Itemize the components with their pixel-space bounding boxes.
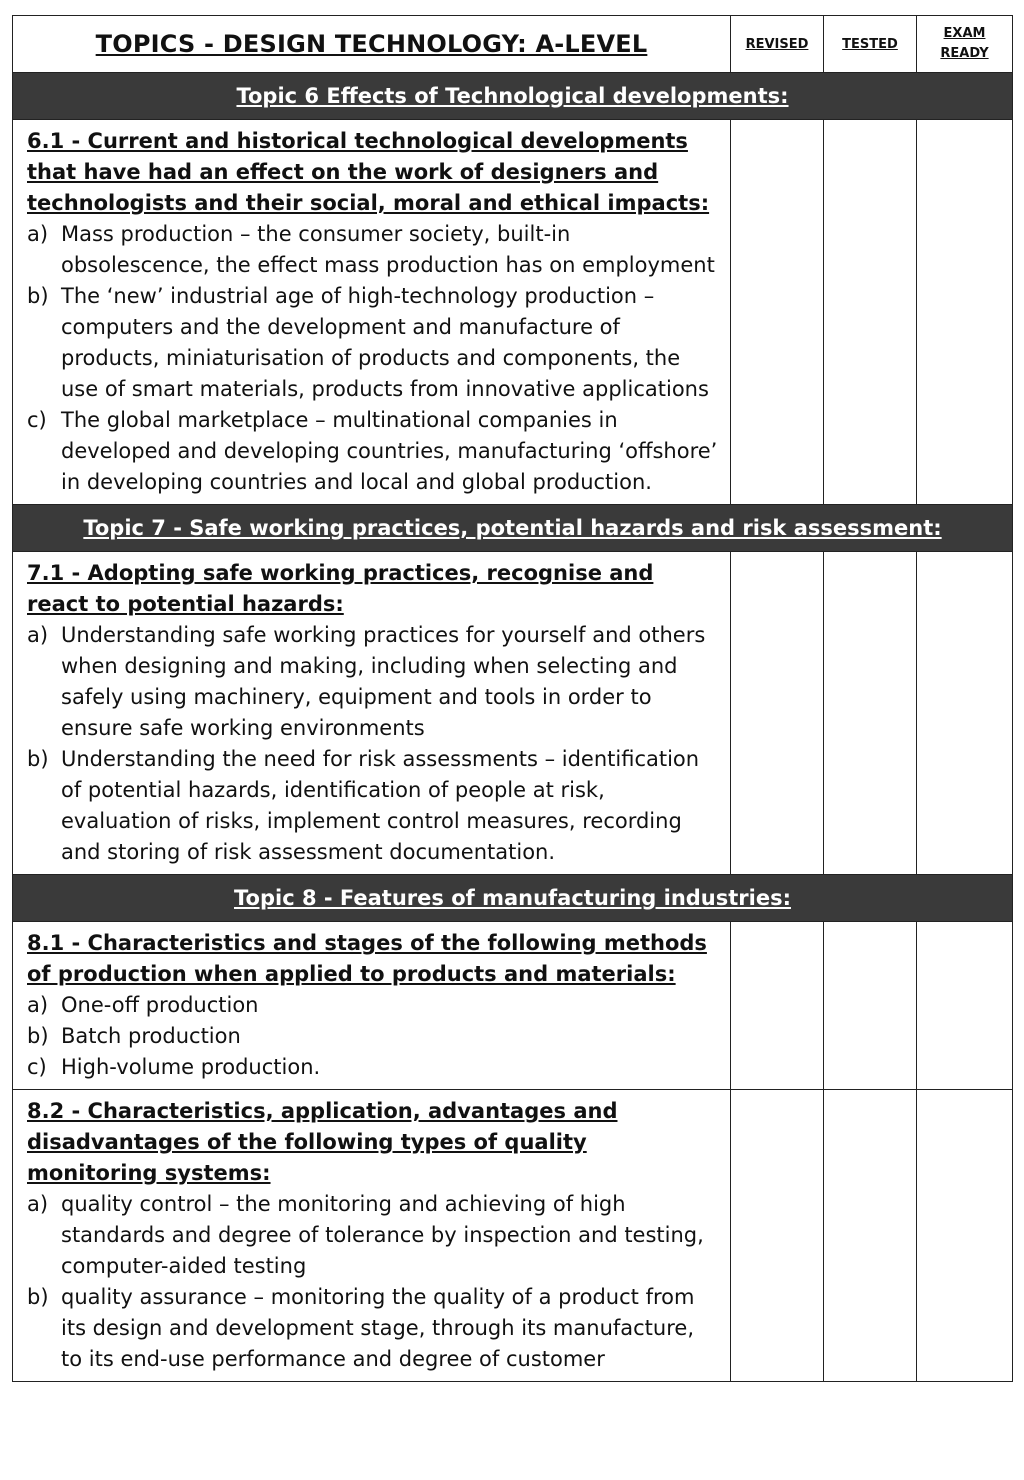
subsection-cell [13, 120, 731, 505]
list-item-marker: b) [27, 284, 49, 308]
list-item [27, 1052, 720, 1083]
topic-band-title: Topic 6 Effects of Technological developments: [13, 73, 1013, 120]
list-item-text: Understanding safe working practices for yourself and others when designing and making, including when selecting and safely using machinery, equipment and tools in order to ensure safe working environments [61, 623, 706, 740]
revised-checkbox-cell[interactable] [731, 922, 824, 1090]
topic-band-row [13, 73, 1013, 120]
exam-ready-column-header [917, 24, 1012, 64]
list-item-text: quality assurance – monitoring the quality of a product from its design and development stage, through its manufacture, to its end-use performance and degree of customer [61, 1285, 695, 1371]
list-item-marker: a) [27, 993, 49, 1017]
exam-ready-checkbox-cell[interactable] [917, 552, 1013, 875]
tested-column-header: TESTED [842, 37, 898, 52]
list-item-marker: a) [27, 623, 49, 647]
subsection-heading: 8.1 - Characteristics and stages of the following methods of production when applied to products and materials: [27, 931, 707, 986]
topic-band-row [13, 505, 1013, 552]
exam-label: EXAM [943, 26, 986, 41]
revised-checkbox-cell[interactable] [731, 552, 824, 875]
revised-checkbox-cell[interactable] [731, 1090, 824, 1382]
list-item [27, 620, 720, 744]
list-item-text: Mass production – the consumer society, built-in obsolescence, the effect mass production has on employment [61, 222, 715, 277]
subsection-cell [13, 552, 731, 875]
subsection-row [13, 1090, 1013, 1382]
subsection-cell [13, 922, 731, 1090]
list-item [27, 1021, 720, 1052]
list-item [27, 990, 720, 1021]
list-item [27, 744, 720, 868]
subsection-items [27, 219, 720, 498]
list-item [27, 1189, 720, 1282]
page-title: TOPICS - DESIGN TECHNOLOGY: A-LEVEL [95, 30, 648, 58]
header-row [13, 16, 1013, 73]
tested-checkbox-cell[interactable] [824, 922, 917, 1090]
tested-checkbox-cell[interactable] [824, 552, 917, 875]
subsection-cell [13, 1090, 731, 1382]
list-item-text: Batch production [61, 1024, 241, 1048]
topic-band-title: Topic 7 - Safe working practices, potential hazards and risk assessment: [13, 505, 1013, 552]
topics-checklist-table [12, 15, 1013, 1382]
subsection-items [27, 990, 720, 1083]
list-item-marker: b) [27, 1285, 49, 1309]
list-item-marker: c) [27, 1055, 47, 1079]
list-item-text: The ‘new’ industrial age of high-technology production – computers and the development and manufacture of products, miniaturisation of products and components, the use of smart materials, products from innovative applications [61, 284, 709, 401]
list-item [27, 405, 720, 498]
subsection-row [13, 552, 1013, 875]
revised-column-header: REVISED [745, 37, 809, 52]
exam-ready-checkbox-cell[interactable] [917, 922, 1013, 1090]
tested-checkbox-cell[interactable] [824, 1090, 917, 1382]
list-item-text: The global marketplace – multinational companies in developed and developing countries, manufacturing ‘offshore’ in developing countries and local and global production. [61, 408, 718, 494]
list-item-text: Understanding the need for risk assessments – identification of potential hazards, identification of people at risk, evaluation of risks, implement control measures, recording and storing of risk assessment documentation. [61, 747, 700, 864]
ready-label: READY [940, 46, 989, 61]
subsection-row [13, 120, 1013, 505]
subsection-heading: 7.1 - Adopting safe working practices, recognise and react to potential hazards: [27, 561, 654, 616]
list-item [27, 219, 720, 281]
exam-ready-checkbox-cell[interactable] [917, 120, 1013, 505]
list-item [27, 281, 720, 405]
exam-ready-checkbox-cell[interactable] [917, 1090, 1013, 1382]
list-item-marker: b) [27, 747, 49, 771]
list-item-marker: b) [27, 1024, 49, 1048]
title-cell [13, 16, 731, 73]
tested-checkbox-cell[interactable] [824, 120, 917, 505]
subsection-heading: 6.1 - Current and historical technological developments that have had an effect on the work of designers and technologists and their social, moral and ethical impacts: [27, 129, 710, 215]
list-item-text: quality control – the monitoring and achieving of high standards and degree of tolerance by inspection and testing, computer-aided testing [61, 1192, 704, 1278]
list-item-text: One-off production [61, 993, 259, 1017]
revised-checkbox-cell[interactable] [731, 120, 824, 505]
list-item-marker: c) [27, 408, 47, 432]
subsection-row [13, 922, 1013, 1090]
list-item-text: High-volume production. [61, 1055, 321, 1079]
subsection-items [27, 620, 720, 868]
subsection-items [27, 1189, 720, 1375]
list-item [27, 1282, 720, 1375]
list-item-marker: a) [27, 222, 49, 246]
topic-band-title: Topic 8 - Features of manufacturing industries: [13, 875, 1013, 922]
list-item-marker: a) [27, 1192, 49, 1216]
topic-band-row [13, 875, 1013, 922]
subsection-heading: 8.2 - Characteristics, application, advantages and disadvantages of the following types of quality monitoring systems: [27, 1099, 618, 1185]
